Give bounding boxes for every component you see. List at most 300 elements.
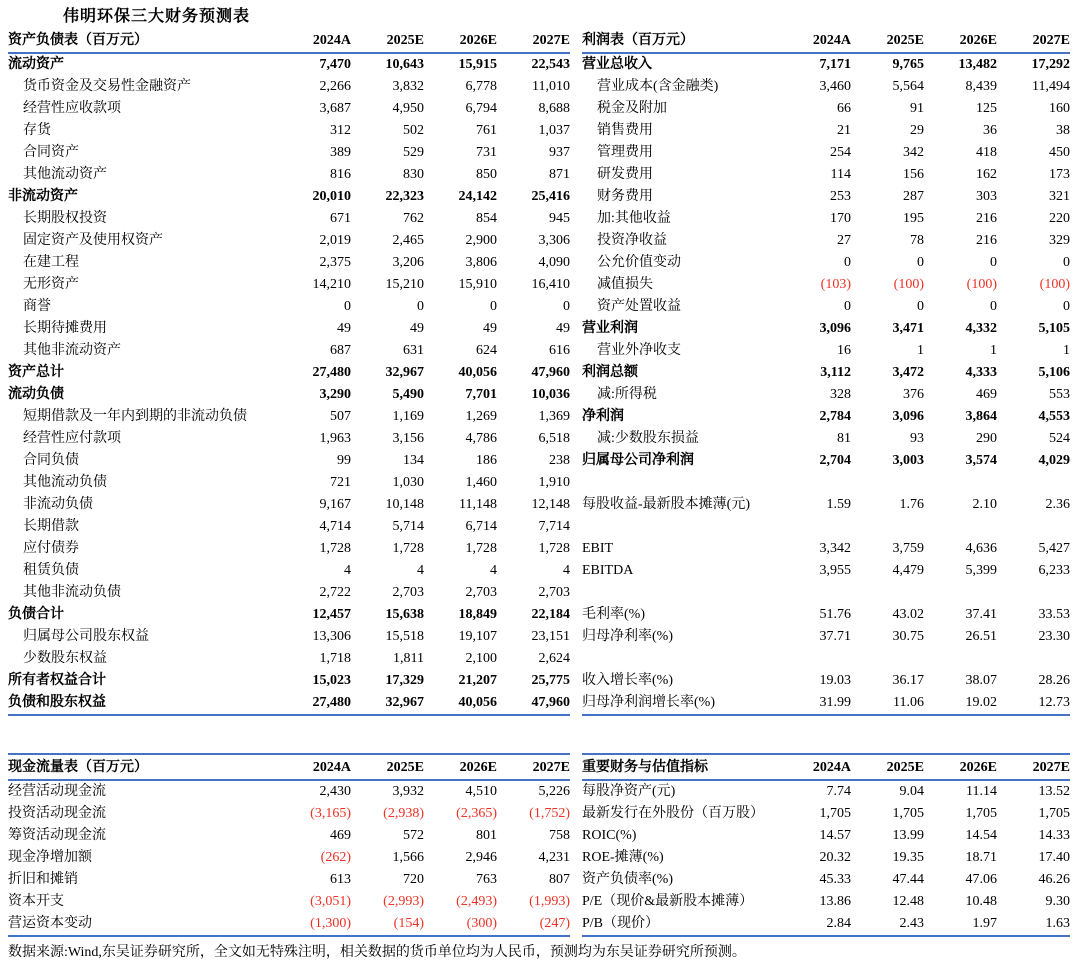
column-header: 2024A bbox=[778, 28, 851, 53]
value-cell: 253 bbox=[830, 189, 851, 204]
row-label: 营运资本变动 bbox=[8, 913, 278, 936]
value-cell: 2,722 bbox=[319, 585, 351, 600]
value-cell: 631 bbox=[403, 343, 424, 358]
table-row bbox=[582, 670, 1070, 692]
value-cell: 28.26 bbox=[1038, 673, 1070, 688]
value-cell: 16 bbox=[837, 343, 851, 358]
column-header: 2027E bbox=[997, 28, 1070, 53]
value-cell: 7,714 bbox=[538, 519, 570, 534]
value-cell bbox=[997, 472, 1070, 494]
value-cell bbox=[851, 472, 924, 494]
value-cell: (100) bbox=[966, 277, 997, 292]
table-row bbox=[582, 560, 1070, 582]
value-cell: 23,151 bbox=[531, 629, 570, 644]
value-cell: (154) bbox=[351, 913, 424, 936]
table-row bbox=[582, 626, 1070, 648]
value-cell: 4 bbox=[563, 563, 570, 578]
header-row bbox=[8, 754, 570, 780]
row-label: EBIT bbox=[582, 541, 614, 556]
table-row bbox=[8, 406, 570, 428]
value-cell: 4,786 bbox=[465, 431, 497, 446]
value-cell: 945 bbox=[549, 211, 570, 226]
table-row bbox=[8, 428, 570, 450]
table-row bbox=[582, 252, 1070, 274]
table-row bbox=[8, 120, 570, 142]
table-row bbox=[8, 76, 570, 98]
value-cell: 553 bbox=[1049, 387, 1070, 402]
value-cell: 15,910 bbox=[458, 277, 497, 292]
value-cell: 7.74 bbox=[826, 784, 851, 799]
value-cell: 4,231 bbox=[538, 850, 570, 865]
table-row bbox=[582, 847, 1070, 869]
value-cell: 16,410 bbox=[531, 277, 570, 292]
value-cell: 4,479 bbox=[892, 563, 924, 578]
value-cell: 3,955 bbox=[819, 563, 851, 578]
value-cell: 763 bbox=[476, 872, 497, 887]
table-row bbox=[582, 582, 1070, 604]
value-cell: 1,728 bbox=[465, 541, 497, 556]
table-row bbox=[8, 913, 570, 936]
value-cell: (3,165) bbox=[310, 806, 351, 821]
value-cell: 27,480 bbox=[312, 365, 351, 380]
value-cell: 11,010 bbox=[532, 79, 570, 94]
row-label: 资产负债率(%) bbox=[582, 872, 673, 887]
value-cell: 99 bbox=[337, 453, 351, 468]
value-cell: 1,705 bbox=[892, 806, 924, 821]
value-cell: 36.17 bbox=[892, 673, 924, 688]
value-cell: 1,910 bbox=[538, 475, 570, 490]
value-cell: 4,950 bbox=[392, 101, 424, 116]
value-cell: 8,439 bbox=[965, 79, 997, 94]
value-cell: 15,023 bbox=[312, 673, 351, 688]
value-cell: (103) bbox=[820, 277, 851, 292]
row-label: 营业成本(含金融类) bbox=[597, 79, 719, 94]
row-label: 固定资产及使用权资产 bbox=[23, 233, 163, 248]
value-cell: 4,333 bbox=[965, 365, 997, 380]
row-label bbox=[582, 582, 778, 604]
value-cell: 4,510 bbox=[465, 784, 497, 799]
value-cell: 0 bbox=[490, 299, 497, 314]
value-cell: 2.36 bbox=[1045, 497, 1070, 512]
value-cell: 4,332 bbox=[965, 321, 997, 336]
value-cell: 2.10 bbox=[972, 497, 997, 512]
row-label: 应付债券 bbox=[23, 541, 79, 556]
value-cell: 0 bbox=[844, 255, 851, 270]
row-label: 合同负债 bbox=[23, 453, 79, 468]
value-cell: 1.59 bbox=[826, 497, 851, 512]
table-row bbox=[582, 164, 1070, 186]
value-cell bbox=[851, 516, 924, 538]
value-cell: 22,184 bbox=[531, 607, 570, 622]
value-cell: 762 bbox=[403, 211, 424, 226]
value-cell: 321 bbox=[1049, 189, 1070, 204]
value-cell: 160 bbox=[1049, 101, 1070, 116]
row-label: 非流动资产 bbox=[8, 189, 78, 204]
value-cell: 186 bbox=[476, 453, 497, 468]
table-row bbox=[8, 891, 570, 913]
value-cell bbox=[778, 472, 851, 494]
column-header: 2025E bbox=[351, 28, 424, 53]
row-label: EBITDA bbox=[582, 563, 634, 578]
table-row bbox=[582, 428, 1070, 450]
value-cell: 13.99 bbox=[892, 828, 924, 843]
row-label: 所有者权益合计 bbox=[8, 673, 106, 688]
row-label: 长期借款 bbox=[23, 519, 79, 534]
value-cell: 1,728 bbox=[319, 541, 351, 556]
value-cell: (2,938) bbox=[383, 806, 424, 821]
value-cell: 871 bbox=[549, 167, 570, 182]
value-cell: 1,705 bbox=[819, 806, 851, 821]
table-row bbox=[8, 582, 570, 604]
row-label: 经营性应收款项 bbox=[23, 101, 121, 116]
row-label: 研发费用 bbox=[597, 167, 653, 182]
value-cell: 173 bbox=[1049, 167, 1070, 182]
row-label: 销售费用 bbox=[597, 123, 653, 138]
value-cell: 329 bbox=[1049, 233, 1070, 248]
table-row bbox=[582, 76, 1070, 98]
value-cell: 2,703 bbox=[465, 585, 497, 600]
value-cell: 14.33 bbox=[1038, 828, 1070, 843]
table-row bbox=[8, 252, 570, 274]
column-header: 2024A bbox=[278, 754, 351, 780]
value-cell: 9.30 bbox=[1045, 894, 1070, 909]
row-label: 资本开支 bbox=[8, 894, 64, 909]
table-row bbox=[8, 670, 570, 692]
value-cell: (1,993) bbox=[529, 894, 570, 909]
value-cell: 3,471 bbox=[892, 321, 924, 336]
row-label: 其他流动负债 bbox=[23, 475, 107, 490]
table-row bbox=[582, 230, 1070, 252]
row-label: 筹资活动现金流 bbox=[8, 828, 106, 843]
row-label: 资产总计 bbox=[8, 365, 64, 380]
source-footnote: 数据来源:Wind,东吴证券研究所，全文如无特殊注明，相关数据的货币单位均为人民币，预测均为东吴证券研究所预测。 bbox=[8, 945, 746, 960]
value-cell: 11.14 bbox=[966, 784, 997, 799]
table-row bbox=[8, 98, 570, 120]
row-label: 减:所得税 bbox=[597, 387, 657, 402]
value-cell: 807 bbox=[549, 872, 570, 887]
row-label: 租赁负债 bbox=[23, 563, 79, 578]
row-label: 其他流动资产 bbox=[23, 167, 107, 182]
row-label: 非流动负债 bbox=[23, 497, 93, 512]
column-header: 2024A bbox=[278, 28, 351, 53]
value-cell: 507 bbox=[330, 409, 351, 424]
table-row bbox=[582, 384, 1070, 406]
value-cell: 238 bbox=[549, 453, 570, 468]
row-label bbox=[582, 648, 778, 670]
table-row bbox=[582, 780, 1070, 803]
table-row bbox=[8, 296, 570, 318]
row-label: P/E（现价&最新股本摊薄） bbox=[582, 894, 754, 909]
value-cell bbox=[924, 516, 997, 538]
value-cell: (100) bbox=[1039, 277, 1070, 292]
value-cell: 13,306 bbox=[312, 629, 351, 644]
row-label: 财务费用 bbox=[597, 189, 653, 204]
value-cell: 0 bbox=[917, 255, 924, 270]
value-cell: 29 bbox=[910, 123, 924, 138]
value-cell: 27,480 bbox=[278, 692, 351, 715]
value-cell: 2,703 bbox=[392, 585, 424, 600]
value-cell bbox=[924, 472, 997, 494]
value-cell: 14.57 bbox=[819, 828, 851, 843]
value-cell: (2,993) bbox=[383, 894, 424, 909]
value-cell: 49 bbox=[483, 321, 497, 336]
value-cell: 2,624 bbox=[538, 651, 570, 666]
value-cell: 0 bbox=[917, 299, 924, 314]
value-cell: 11.06 bbox=[851, 692, 924, 715]
value-cell: 25,416 bbox=[531, 189, 570, 204]
row-label bbox=[582, 516, 778, 538]
value-cell: 1,030 bbox=[392, 475, 424, 490]
table-row bbox=[8, 604, 570, 626]
value-cell: 15,518 bbox=[385, 629, 424, 644]
value-cell: 13.52 bbox=[1038, 784, 1070, 799]
value-cell: 5,399 bbox=[965, 563, 997, 578]
value-cell: 616 bbox=[549, 343, 570, 358]
value-cell: 9.04 bbox=[899, 784, 924, 799]
metrics-table bbox=[582, 753, 1070, 937]
top-tables-section bbox=[8, 28, 1070, 716]
value-cell: 6,778 bbox=[465, 79, 497, 94]
table-row bbox=[582, 406, 1070, 428]
table-row bbox=[8, 53, 570, 76]
row-label: 归母净利润增长率(%) bbox=[582, 692, 778, 715]
value-cell: 731 bbox=[476, 145, 497, 160]
value-cell: 1,718 bbox=[319, 651, 351, 666]
value-cell: 45.33 bbox=[819, 872, 851, 887]
value-cell: 4,553 bbox=[1038, 409, 1070, 424]
value-cell: 20.32 bbox=[819, 850, 851, 865]
table-row bbox=[582, 472, 1070, 494]
table-row bbox=[582, 450, 1070, 472]
value-cell: 2,465 bbox=[392, 233, 424, 248]
row-label: 经营活动现金流 bbox=[8, 784, 106, 799]
value-cell: 1,037 bbox=[538, 123, 570, 138]
value-cell: 195 bbox=[903, 211, 924, 226]
table-title: 利润表（百万元） bbox=[582, 28, 778, 53]
table-row bbox=[8, 538, 570, 560]
row-label: 货币资金及交易性金融资产 bbox=[23, 79, 191, 94]
value-cell: (247) bbox=[497, 913, 570, 936]
column-header: 2024A bbox=[778, 754, 851, 780]
value-cell: 3,306 bbox=[538, 233, 570, 248]
value-cell: 66 bbox=[837, 101, 851, 116]
value-cell bbox=[924, 648, 997, 670]
table-row bbox=[582, 869, 1070, 891]
column-header: 2027E bbox=[497, 28, 570, 53]
value-cell: 13.86 bbox=[819, 894, 851, 909]
value-cell: 502 bbox=[403, 123, 424, 138]
value-cell: 15,638 bbox=[385, 607, 424, 622]
table-row bbox=[8, 825, 570, 847]
column-header: 2026E bbox=[924, 754, 997, 780]
row-label: 投资净收益 bbox=[597, 233, 667, 248]
value-cell: 125 bbox=[976, 101, 997, 116]
value-cell: 1 bbox=[990, 343, 997, 358]
value-cell: 312 bbox=[330, 123, 351, 138]
row-label: 每股收益-最新股本摊薄(元) bbox=[582, 497, 750, 512]
value-cell: 342 bbox=[903, 145, 924, 160]
row-label: 毛利率(%) bbox=[582, 607, 645, 622]
value-cell: 21 bbox=[837, 123, 851, 138]
value-cell: 524 bbox=[1049, 431, 1070, 446]
value-cell: 23.30 bbox=[1038, 629, 1070, 644]
value-cell: 47.44 bbox=[892, 872, 924, 887]
value-cell: 6,794 bbox=[465, 101, 497, 116]
table-row bbox=[582, 803, 1070, 825]
value-cell: 2.43 bbox=[851, 913, 924, 936]
value-cell: 21,207 bbox=[458, 673, 497, 688]
value-cell: 32,967 bbox=[351, 692, 424, 715]
table-row bbox=[8, 780, 570, 803]
value-cell bbox=[778, 648, 851, 670]
value-cell: 93 bbox=[910, 431, 924, 446]
row-label: 流动负债 bbox=[8, 387, 64, 402]
value-cell: 47,960 bbox=[497, 692, 570, 715]
table-row bbox=[8, 847, 570, 869]
value-cell: 1,728 bbox=[538, 541, 570, 556]
table-row bbox=[582, 274, 1070, 296]
row-label: P/B（现价） bbox=[582, 913, 778, 936]
table-row bbox=[8, 318, 570, 340]
value-cell: 37.41 bbox=[965, 607, 997, 622]
value-cell: 3,932 bbox=[392, 784, 424, 799]
column-header: 2025E bbox=[351, 754, 424, 780]
header-row bbox=[582, 28, 1070, 53]
value-cell: 0 bbox=[1063, 255, 1070, 270]
value-cell bbox=[778, 516, 851, 538]
value-cell: 22,323 bbox=[385, 189, 424, 204]
value-cell: 216 bbox=[976, 211, 997, 226]
table-row bbox=[582, 648, 1070, 670]
income-statement-table bbox=[582, 28, 1070, 716]
value-cell: 4,029 bbox=[1038, 453, 1070, 468]
row-label: 在建工程 bbox=[23, 255, 79, 270]
value-cell: 1.97 bbox=[924, 913, 997, 936]
value-cell: 1 bbox=[1063, 343, 1070, 358]
table-row bbox=[582, 318, 1070, 340]
row-label: 归属母公司净利润 bbox=[582, 453, 694, 468]
table-title: 资产负债表（百万元） bbox=[8, 28, 278, 53]
row-label: 营业利润 bbox=[582, 321, 638, 336]
table-row bbox=[582, 891, 1070, 913]
row-label: ROE-摊薄(%) bbox=[582, 850, 664, 865]
value-cell: 2,704 bbox=[819, 453, 851, 468]
value-cell: 801 bbox=[476, 828, 497, 843]
value-cell: 1,705 bbox=[965, 806, 997, 821]
value-cell: 91 bbox=[910, 101, 924, 116]
value-cell: 1,705 bbox=[1038, 806, 1070, 821]
value-cell: 758 bbox=[549, 828, 570, 843]
row-label: 减值损失 bbox=[597, 277, 653, 292]
value-cell: 376 bbox=[903, 387, 924, 402]
value-cell: 11,494 bbox=[1032, 79, 1070, 94]
value-cell: 78 bbox=[910, 233, 924, 248]
value-cell: 2,900 bbox=[465, 233, 497, 248]
table-row bbox=[8, 208, 570, 230]
value-cell: 81 bbox=[837, 431, 851, 446]
value-cell: 15,915 bbox=[458, 57, 497, 72]
table-row bbox=[582, 208, 1070, 230]
value-cell: 2,703 bbox=[538, 585, 570, 600]
value-cell: 10,036 bbox=[531, 387, 570, 402]
value-cell: 0 bbox=[844, 299, 851, 314]
value-cell: 10,148 bbox=[385, 497, 424, 512]
value-cell: 3,806 bbox=[465, 255, 497, 270]
row-label: 营业外净收支 bbox=[597, 343, 681, 358]
column-header: 2026E bbox=[424, 28, 497, 53]
value-cell: 303 bbox=[976, 189, 997, 204]
value-cell: 0 bbox=[1063, 299, 1070, 314]
value-cell: 287 bbox=[903, 189, 924, 204]
value-cell: 1,728 bbox=[392, 541, 424, 556]
value-cell: 1,169 bbox=[392, 409, 424, 424]
table-row bbox=[8, 340, 570, 362]
value-cell: 1,369 bbox=[538, 409, 570, 424]
table-row bbox=[8, 560, 570, 582]
value-cell: 30.75 bbox=[892, 629, 924, 644]
table-row bbox=[582, 186, 1070, 208]
value-cell: 2,266 bbox=[319, 79, 351, 94]
value-cell: 850 bbox=[476, 167, 497, 182]
table-row bbox=[8, 692, 570, 715]
value-cell: 22,543 bbox=[531, 57, 570, 72]
row-label: 营业总收入 bbox=[582, 57, 652, 72]
value-cell: 3,460 bbox=[819, 79, 851, 94]
table-row bbox=[8, 450, 570, 472]
value-cell bbox=[851, 582, 924, 604]
value-cell: 49 bbox=[556, 321, 570, 336]
value-cell: 37.71 bbox=[819, 629, 851, 644]
value-cell: 12.73 bbox=[997, 692, 1070, 715]
value-cell: 469 bbox=[976, 387, 997, 402]
value-cell: 2,946 bbox=[465, 850, 497, 865]
value-cell: 830 bbox=[403, 167, 424, 182]
value-cell: 19.35 bbox=[892, 850, 924, 865]
value-cell: 14,210 bbox=[312, 277, 351, 292]
row-label: 短期借款及一年内到期的非流动负债 bbox=[23, 409, 247, 424]
row-label: 负债和股东权益 bbox=[8, 692, 278, 715]
value-cell: 3,342 bbox=[819, 541, 851, 556]
value-cell: 12,148 bbox=[531, 497, 570, 512]
value-cell: 38.07 bbox=[965, 673, 997, 688]
value-cell: 1 bbox=[917, 343, 924, 358]
row-label: 折旧和摊销 bbox=[8, 872, 78, 887]
value-cell: 13,482 bbox=[958, 57, 997, 72]
value-cell: 687 bbox=[330, 343, 351, 358]
bottom-tables-section bbox=[8, 753, 1070, 937]
value-cell: 4 bbox=[417, 563, 424, 578]
value-cell: (3,051) bbox=[310, 894, 351, 909]
row-label: 长期待摊费用 bbox=[23, 321, 107, 336]
value-cell: 2,784 bbox=[819, 409, 851, 424]
table-row bbox=[582, 825, 1070, 847]
value-cell: 2,019 bbox=[319, 233, 351, 248]
value-cell: 761 bbox=[476, 123, 497, 138]
value-cell: 38 bbox=[1056, 123, 1070, 138]
row-label: 长期股权投资 bbox=[23, 211, 107, 226]
value-cell bbox=[924, 582, 997, 604]
value-cell: 17,329 bbox=[385, 673, 424, 688]
table-row bbox=[8, 494, 570, 516]
value-cell: 5,106 bbox=[1038, 365, 1070, 380]
column-header: 2027E bbox=[497, 754, 570, 780]
value-cell: 3,290 bbox=[319, 387, 351, 402]
value-cell: (300) bbox=[424, 913, 497, 936]
row-label: 流动资产 bbox=[8, 57, 64, 72]
value-cell: 2,100 bbox=[465, 651, 497, 666]
value-cell: 4,636 bbox=[965, 541, 997, 556]
value-cell: 8,688 bbox=[538, 101, 570, 116]
